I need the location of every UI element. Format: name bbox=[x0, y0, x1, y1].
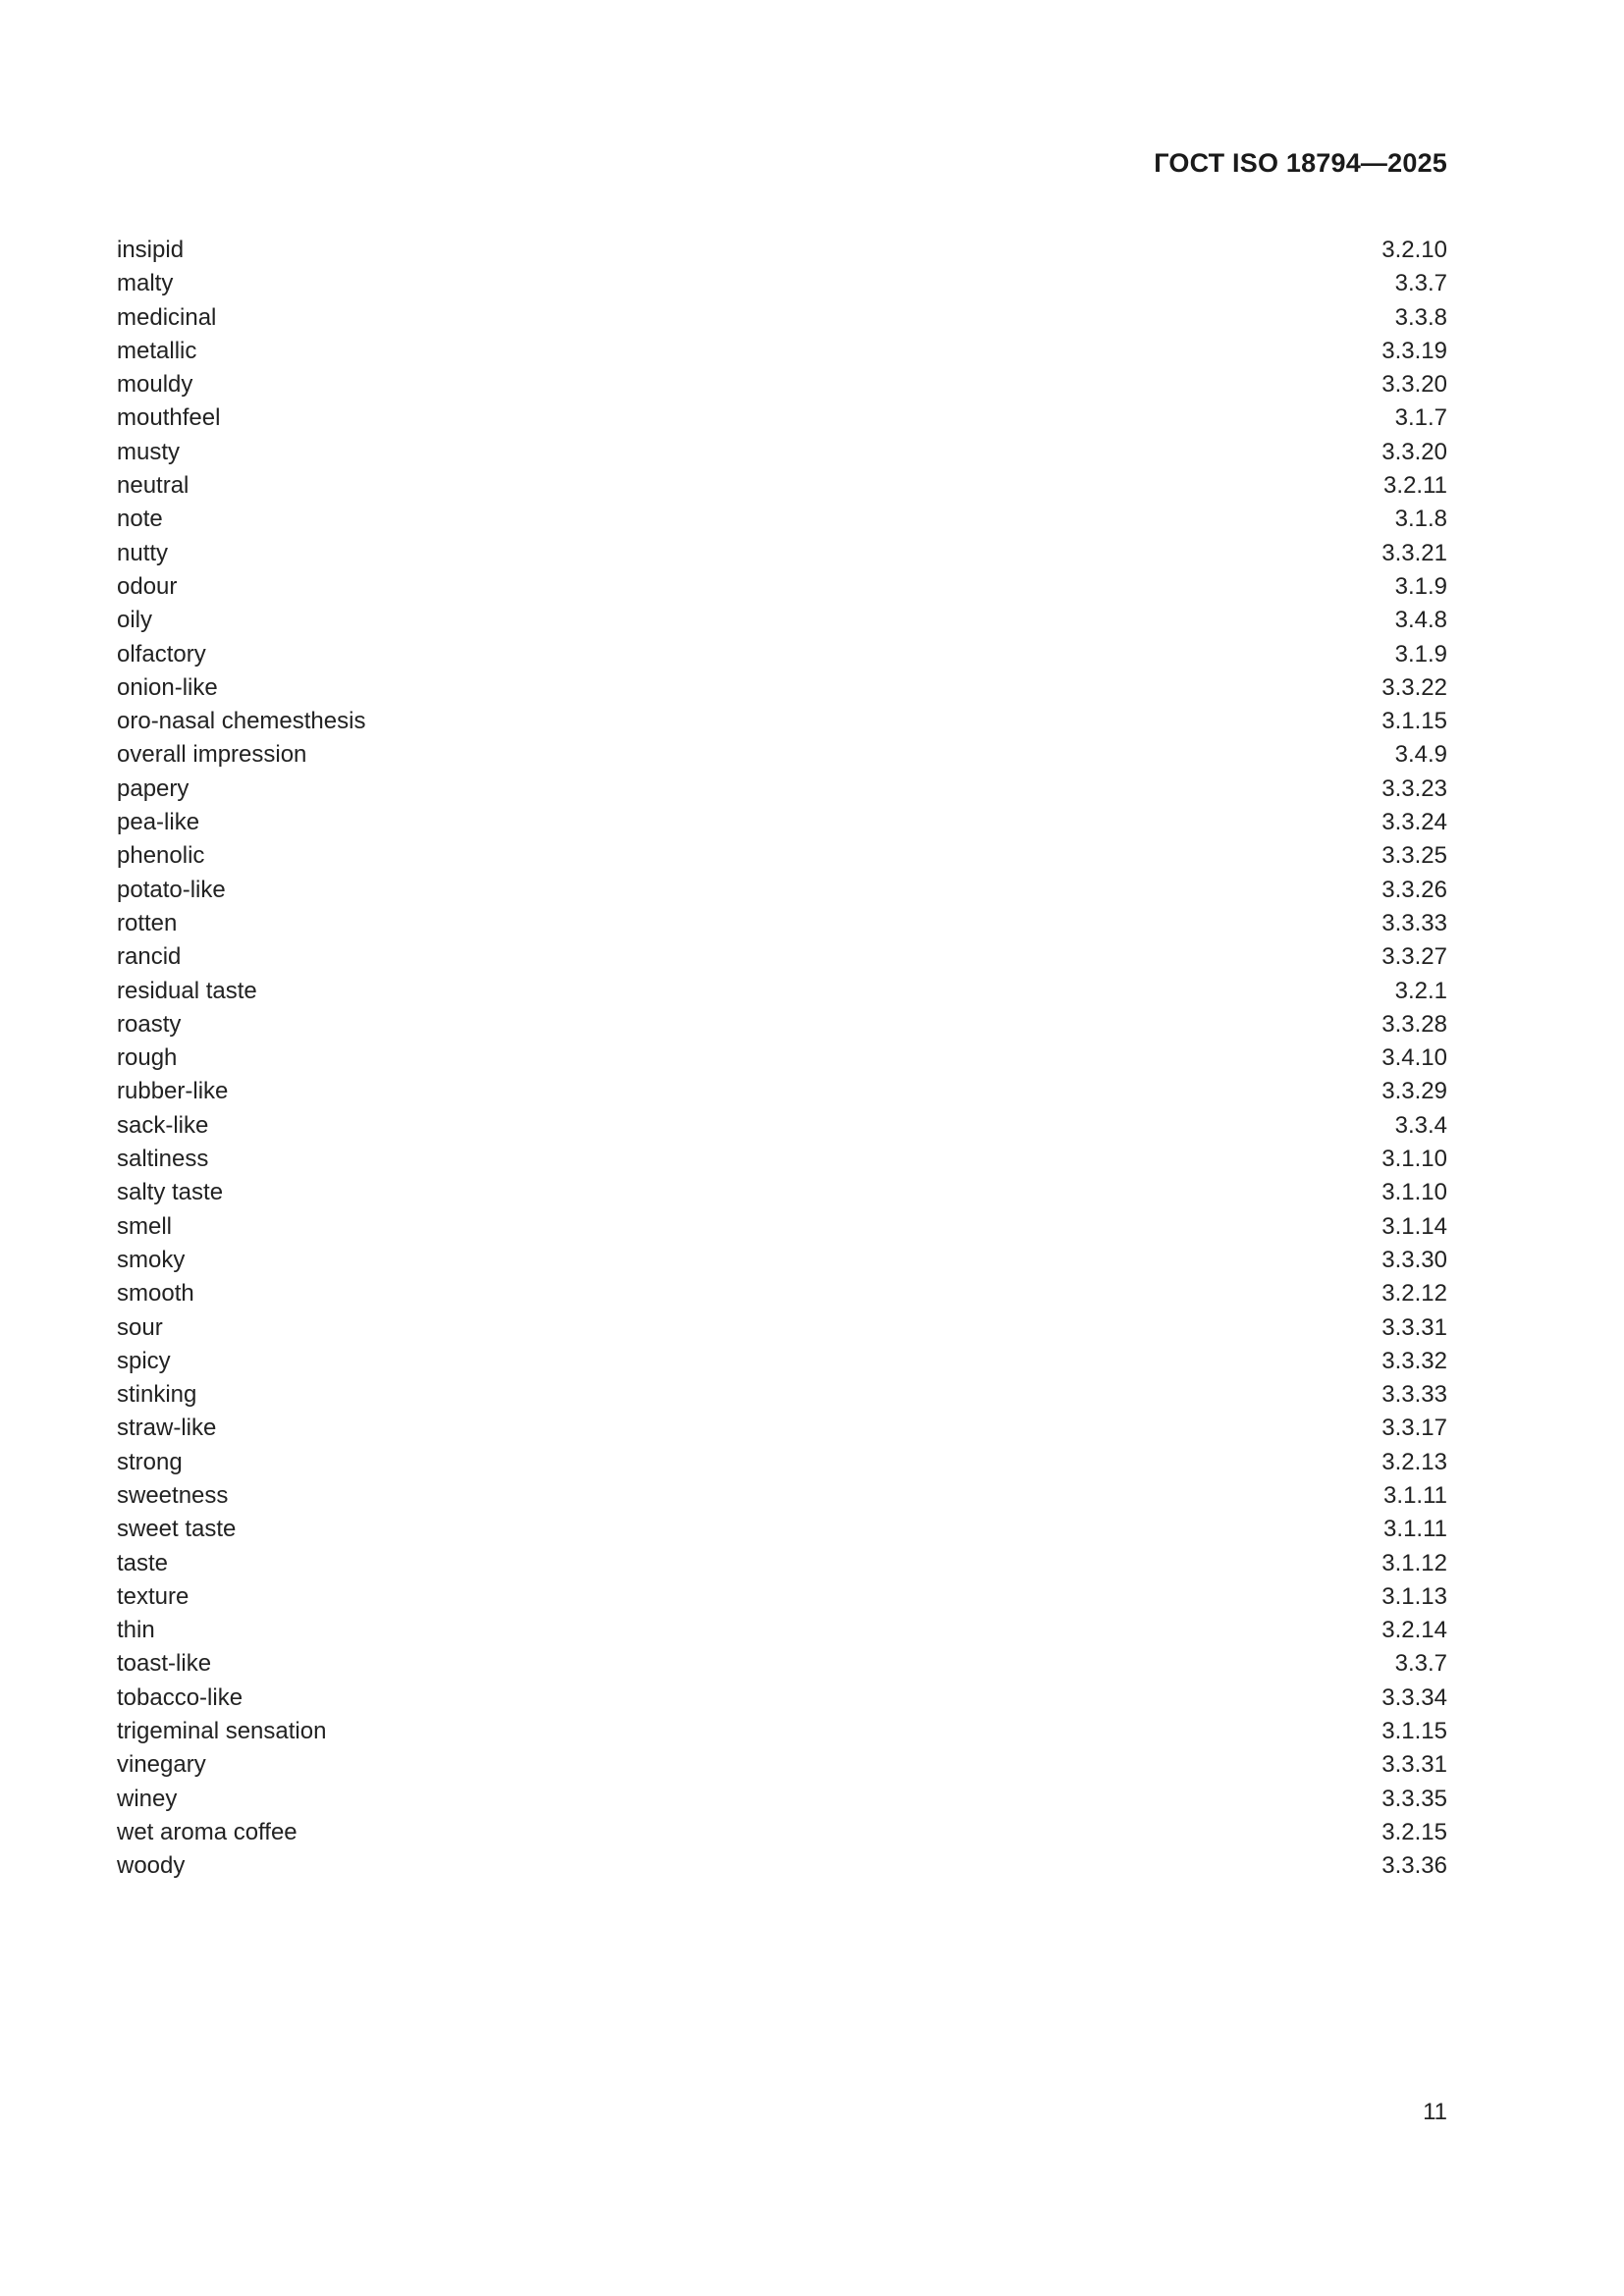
index-term: rancid bbox=[117, 943, 182, 971]
index-section-ref: 3.3.31 bbox=[1381, 1751, 1447, 1779]
index-section-ref: 3.1.9 bbox=[1394, 640, 1447, 667]
index-section-ref: 3.1.10 bbox=[1381, 1179, 1447, 1206]
index-term: rotten bbox=[117, 909, 178, 936]
index-section-ref: 3.1.9 bbox=[1394, 572, 1447, 600]
index-entry bbox=[117, 1513, 1447, 1546]
index-term: note bbox=[117, 506, 163, 533]
index-term: sweetness bbox=[117, 1481, 229, 1509]
index-entry bbox=[117, 1849, 1447, 1883]
index-entry bbox=[117, 1277, 1447, 1310]
index-entry bbox=[117, 638, 1447, 671]
index-term: odour bbox=[117, 572, 178, 600]
index-section-ref: 3.1.14 bbox=[1381, 1212, 1447, 1240]
index-term: overall impression bbox=[117, 741, 307, 769]
index-section-ref: 3.3.21 bbox=[1381, 539, 1447, 566]
index-section-ref: 3.1.10 bbox=[1381, 1146, 1447, 1173]
index-term: strong bbox=[117, 1448, 183, 1475]
index-term: woody bbox=[117, 1852, 186, 1880]
index-term: insipid bbox=[117, 237, 185, 263]
index-term: mouldy bbox=[117, 371, 193, 399]
index-entry bbox=[117, 234, 1447, 267]
index-term: smell bbox=[117, 1212, 173, 1240]
index-entry bbox=[117, 1446, 1447, 1479]
index-entry bbox=[117, 1647, 1447, 1681]
index-entry bbox=[117, 738, 1447, 772]
index-section-ref: 3.1.15 bbox=[1381, 708, 1447, 735]
index-entry bbox=[117, 907, 1447, 940]
index-entry bbox=[117, 1109, 1447, 1143]
index-section-ref: 3.3.25 bbox=[1381, 842, 1447, 870]
index-entry bbox=[117, 335, 1447, 368]
index-term: sack-like bbox=[117, 1111, 209, 1139]
index-section-ref: 3.3.30 bbox=[1381, 1246, 1447, 1273]
index-term: thin bbox=[117, 1617, 155, 1644]
index-section-ref: 3.3.31 bbox=[1381, 1313, 1447, 1341]
index-term: stinking bbox=[117, 1381, 197, 1409]
index-term: oro-nasal chemesthesis bbox=[117, 708, 366, 735]
index-section-ref: 3.2.15 bbox=[1381, 1818, 1447, 1845]
index-entry bbox=[117, 1075, 1447, 1108]
index-term: onion-like bbox=[117, 673, 218, 701]
index-entry bbox=[117, 1479, 1447, 1513]
index-entry bbox=[117, 436, 1447, 469]
index-entry bbox=[117, 940, 1447, 974]
index-section-ref: 3.3.8 bbox=[1394, 303, 1447, 331]
index-section-ref: 3.3.7 bbox=[1394, 1650, 1447, 1678]
index-entry bbox=[117, 874, 1447, 907]
index-section-ref: 3.4.9 bbox=[1394, 741, 1447, 769]
index-section-ref: 3.1.8 bbox=[1394, 506, 1447, 533]
index-section-ref: 3.4.10 bbox=[1381, 1044, 1447, 1072]
index-term: rough bbox=[117, 1044, 178, 1072]
index-section-ref: 3.3.34 bbox=[1381, 1683, 1447, 1711]
alphabetical-index-list bbox=[117, 234, 1447, 1884]
index-section-ref: 3.3.24 bbox=[1381, 809, 1447, 836]
index-entry bbox=[117, 1715, 1447, 1748]
index-term: trigeminal sensation bbox=[117, 1718, 327, 1745]
index-section-ref: 3.1.7 bbox=[1394, 404, 1447, 432]
index-term: winey bbox=[117, 1785, 178, 1812]
index-section-ref: 3.1.12 bbox=[1381, 1549, 1447, 1576]
index-entry bbox=[117, 1412, 1447, 1445]
index-term: nutty bbox=[117, 539, 169, 566]
index-term: potato-like bbox=[117, 876, 226, 903]
index-term: smoky bbox=[117, 1246, 186, 1273]
index-term: malty bbox=[117, 270, 174, 297]
index-term: spicy bbox=[117, 1347, 171, 1374]
index-entry bbox=[117, 469, 1447, 503]
index-entry bbox=[117, 975, 1447, 1008]
index-term: smooth bbox=[117, 1280, 194, 1308]
index-entry bbox=[117, 1547, 1447, 1580]
index-term: straw-like bbox=[117, 1415, 217, 1442]
index-term: roasty bbox=[117, 1010, 182, 1038]
index-entry bbox=[117, 503, 1447, 536]
index-section-ref: 3.3.36 bbox=[1381, 1852, 1447, 1880]
index-entry bbox=[117, 773, 1447, 806]
index-section-ref: 3.3.4 bbox=[1394, 1111, 1447, 1139]
standard-code-header: ГОСТ ISO 18794—2025 bbox=[1154, 148, 1447, 178]
index-term: rubber-like bbox=[117, 1078, 229, 1105]
index-entry bbox=[117, 1244, 1447, 1277]
index-entry bbox=[117, 1816, 1447, 1849]
index-entry bbox=[117, 1682, 1447, 1715]
index-term: olfactory bbox=[117, 640, 206, 667]
index-term: residual taste bbox=[117, 977, 257, 1004]
index-section-ref: 3.1.11 bbox=[1383, 1516, 1447, 1543]
index-section-ref: 3.3.7 bbox=[1394, 270, 1447, 297]
index-entry bbox=[117, 1783, 1447, 1816]
index-section-ref: 3.3.17 bbox=[1381, 1415, 1447, 1442]
index-entry bbox=[117, 1008, 1447, 1041]
index-section-ref: 3.2.11 bbox=[1383, 472, 1447, 500]
index-term: pea-like bbox=[117, 809, 200, 836]
index-entry bbox=[117, 368, 1447, 401]
index-term: wet aroma coffee bbox=[117, 1818, 298, 1845]
index-term: metallic bbox=[117, 337, 197, 364]
index-section-ref: 3.1.13 bbox=[1381, 1582, 1447, 1610]
index-term: musty bbox=[117, 438, 181, 465]
index-term: taste bbox=[117, 1549, 169, 1576]
index-entry bbox=[117, 1345, 1447, 1378]
index-term: sweet taste bbox=[117, 1516, 237, 1543]
index-term: papery bbox=[117, 774, 189, 802]
index-term: mouthfeel bbox=[117, 404, 221, 432]
index-term: salty taste bbox=[117, 1179, 224, 1206]
index-section-ref: 3.2.13 bbox=[1381, 1448, 1447, 1475]
index-section-ref: 3.2.1 bbox=[1394, 977, 1447, 1004]
index-section-ref: 3.3.26 bbox=[1381, 876, 1447, 903]
index-section-ref: 3.1.11 bbox=[1383, 1481, 1447, 1509]
index-section-ref: 3.3.33 bbox=[1381, 1381, 1447, 1409]
index-term: medicinal bbox=[117, 303, 217, 331]
index-entry bbox=[117, 570, 1447, 604]
index-term: texture bbox=[117, 1582, 189, 1610]
index-term: tobacco-like bbox=[117, 1683, 244, 1711]
page-number: 11 bbox=[1423, 2099, 1447, 2125]
index-section-ref: 3.1.15 bbox=[1381, 1718, 1447, 1745]
index-entry bbox=[117, 806, 1447, 839]
index-term: oily bbox=[117, 607, 153, 634]
index-term: vinegary bbox=[117, 1751, 206, 1779]
index-section-ref: 3.3.28 bbox=[1381, 1010, 1447, 1038]
index-entry bbox=[117, 537, 1447, 570]
index-entry bbox=[117, 705, 1447, 738]
index-term: sour bbox=[117, 1313, 163, 1341]
index-section-ref: 3.3.32 bbox=[1381, 1347, 1447, 1374]
index-entry bbox=[117, 1614, 1447, 1647]
index-section-ref: 3.3.33 bbox=[1381, 909, 1447, 936]
index-section-ref: 3.2.10 bbox=[1381, 237, 1447, 263]
index-entry bbox=[117, 1176, 1447, 1209]
index-entry bbox=[117, 301, 1447, 335]
index-section-ref: 3.3.29 bbox=[1381, 1078, 1447, 1105]
index-section-ref: 3.4.8 bbox=[1394, 607, 1447, 634]
index-section-ref: 3.3.20 bbox=[1381, 371, 1447, 399]
index-section-ref: 3.3.35 bbox=[1381, 1785, 1447, 1812]
index-section-ref: 3.2.14 bbox=[1381, 1617, 1447, 1644]
index-section-ref: 3.3.20 bbox=[1381, 438, 1447, 465]
index-section-ref: 3.3.19 bbox=[1381, 337, 1447, 364]
index-section-ref: 3.3.23 bbox=[1381, 774, 1447, 802]
index-entry bbox=[117, 1378, 1447, 1412]
index-entry bbox=[117, 1041, 1447, 1075]
index-term: phenolic bbox=[117, 842, 205, 870]
index-term: toast-like bbox=[117, 1650, 212, 1678]
index-entry bbox=[117, 604, 1447, 637]
index-entry bbox=[117, 839, 1447, 873]
index-entry bbox=[117, 1311, 1447, 1345]
index-entry bbox=[117, 267, 1447, 300]
index-section-ref: 3.3.27 bbox=[1381, 943, 1447, 971]
index-section-ref: 3.3.22 bbox=[1381, 673, 1447, 701]
index-entry bbox=[117, 671, 1447, 705]
index-entry bbox=[117, 1580, 1447, 1614]
index-entry bbox=[117, 1143, 1447, 1176]
index-term: saltiness bbox=[117, 1146, 209, 1173]
index-entry bbox=[117, 1748, 1447, 1782]
index-entry bbox=[117, 401, 1447, 435]
index-term: neutral bbox=[117, 472, 189, 500]
index-entry bbox=[117, 1210, 1447, 1244]
index-section-ref: 3.2.12 bbox=[1381, 1280, 1447, 1308]
